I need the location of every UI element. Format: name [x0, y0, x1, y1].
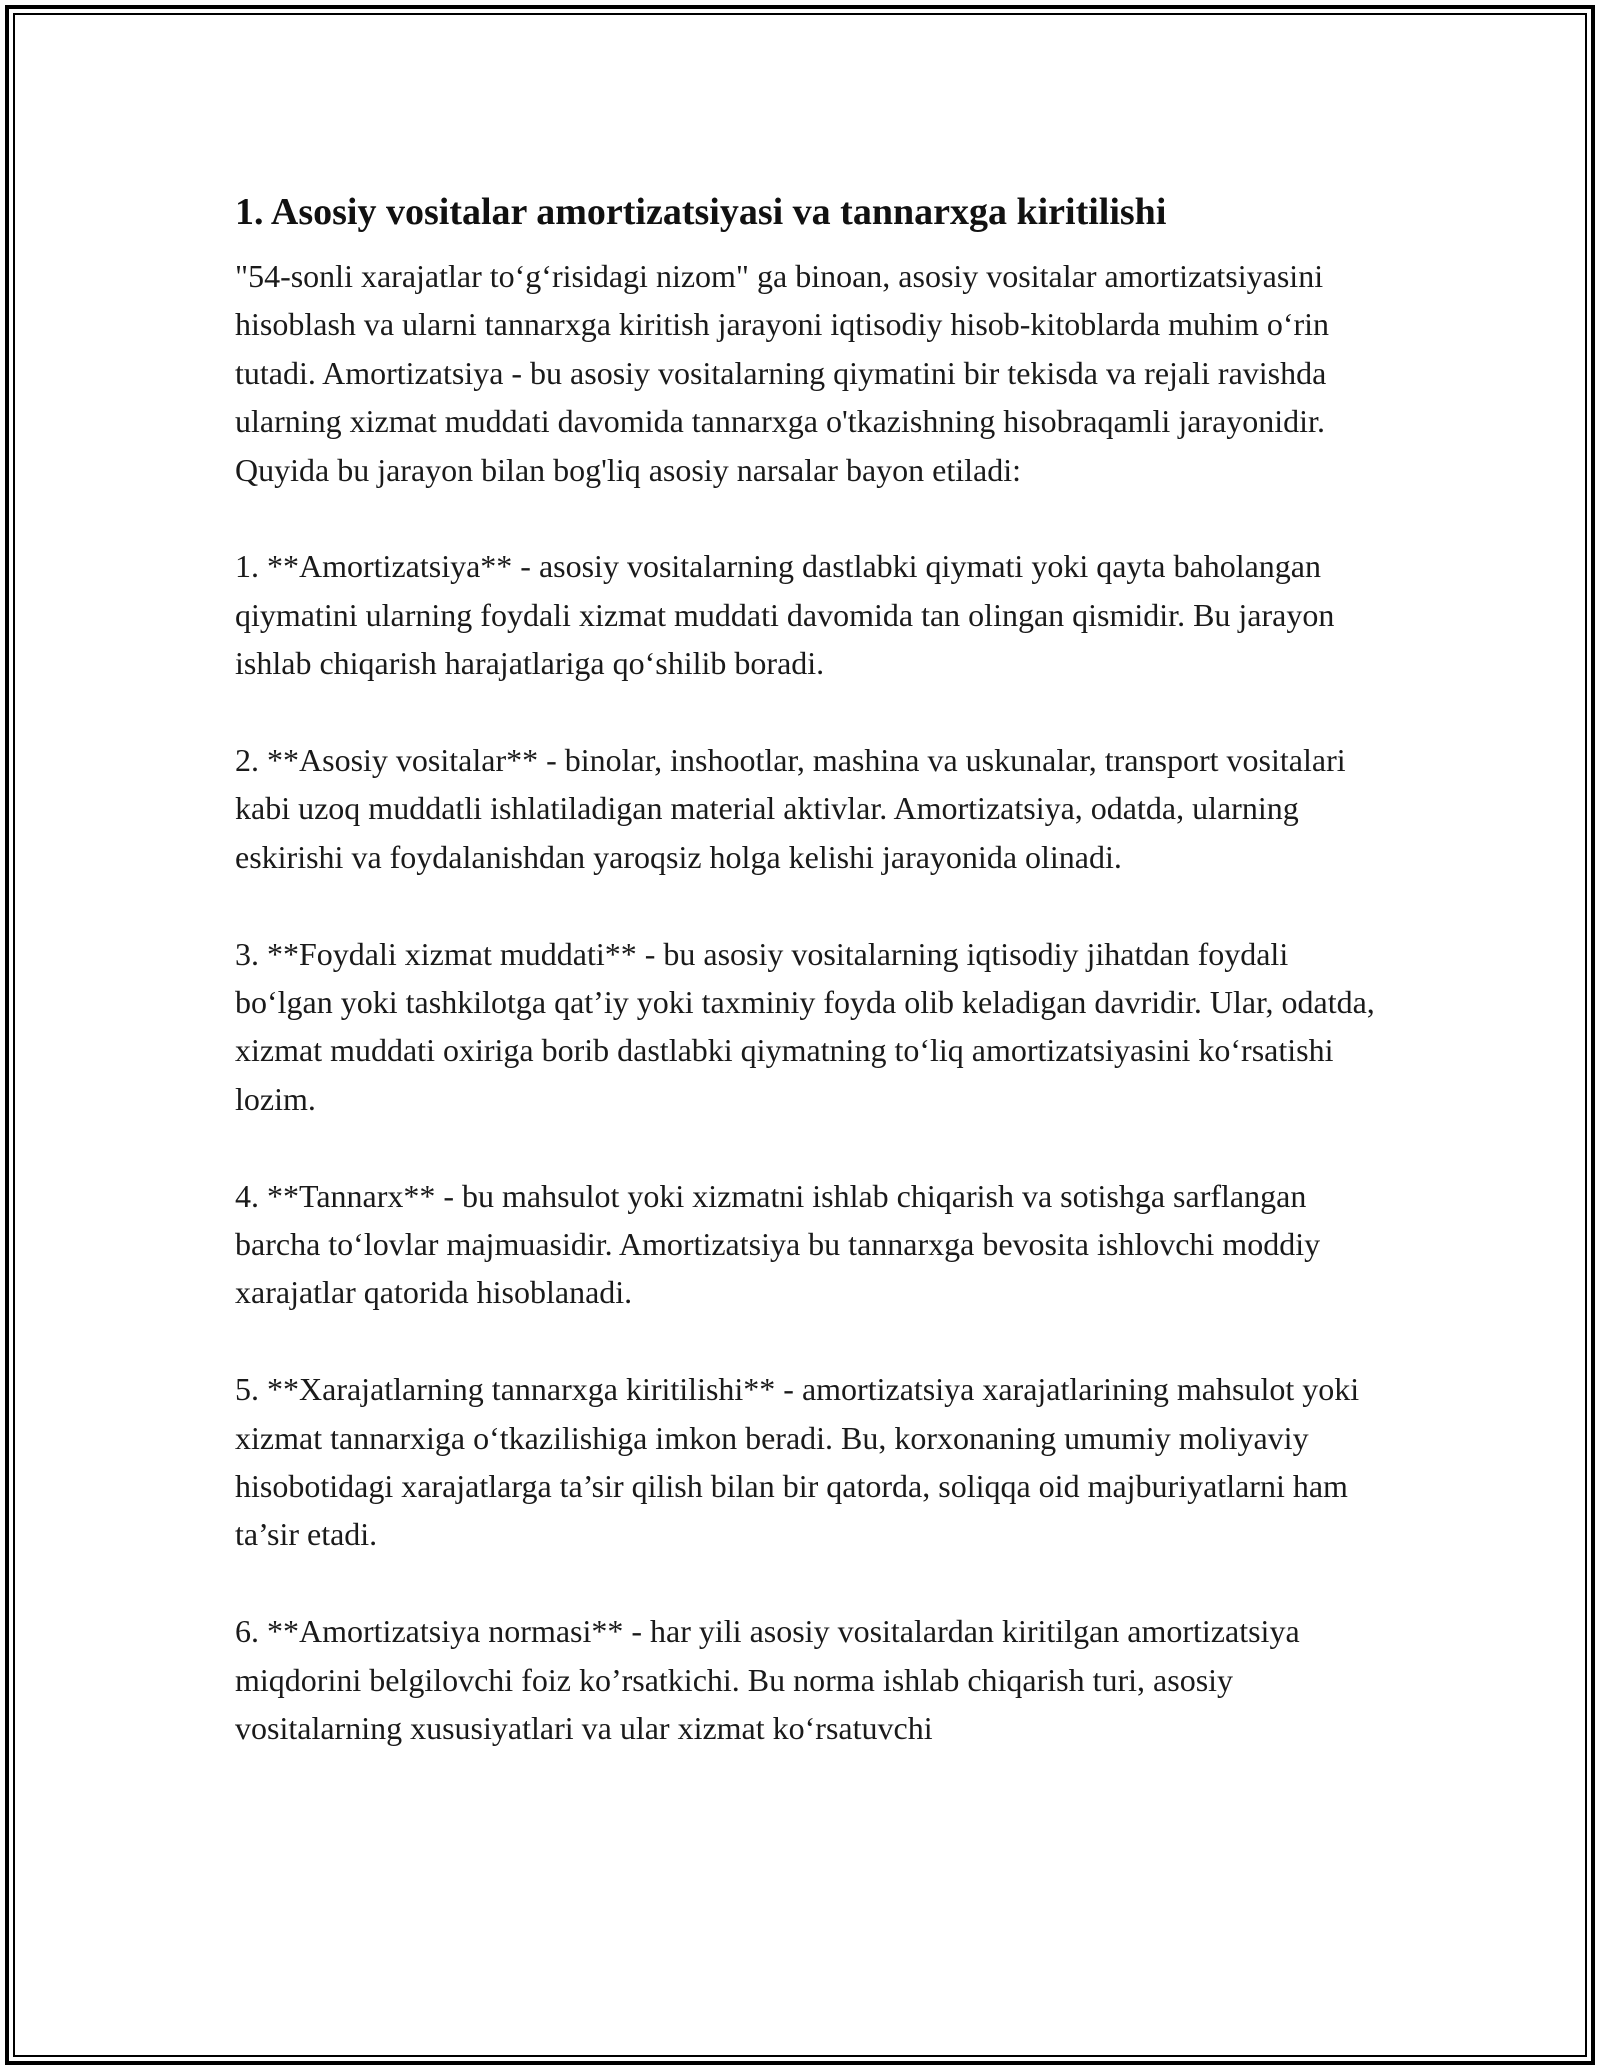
list-item-foydali-xizmat-muddati: 3. **Foydali xizmat muddati** - bu asosiy vositalarning iqtisodiy jihatdan foydali bo‘lgan yoki tashkilotga qat’iy yoki taxminiy foyda olib keladigan davridir. Ular, odatda, xizmat muddati oxiriga borib dastlabki qiymatning to‘liq amortizatsiyasini ko‘rsatishi lozim.	[235, 935, 1375, 1117]
document-body	[235, 186, 1385, 1801]
list-item-asosiy-vositalar: 2. **Asosiy vositalar** - binolar, inshootlar, mashina va uskunalar, transport vositalari kabi uzoq muddatli ishlatiladigan material aktivlar. Amortizatsiya, odatda, ularning eskirishi va foydalanishdan yaroqsiz holga kelishi jarayonida olinadi.	[235, 742, 1346, 875]
list-item-tannarx: 4. **Tannarx** - bu mahsulot yoki xizmatni ishlab chiqarish va sotishga sarflangan barcha to‘lovlar majmuasidir. Amortizatsiya bu tannarxga bevosita ishlovchi moddiy xarajatlar qatorida hisoblanadi.	[235, 1177, 1321, 1311]
list-item-amortizatsiya-normasi: 6. **Amortizatsiya normasi** - har yili asosiy vositalardan kiritilgan amortizatsiya miqdorini belgilovchi foiz ko’rsatkichi. Bu norma ishlab chiqarish turi, asosiy vositalarning xususiyatlari va ular xizmat ko‘rsatuvchi	[235, 1613, 1300, 1747]
document-title: 1. Asosiy vositalar amortizatsiyasi va tannarxga kiritilishi	[235, 191, 1167, 233]
intro-paragraph: "54-sonli xarajatlar to‘g‘risidagi nizom" ga binoan, asosiy vositalar amortizatsiyasini hisoblash va ularni tannarxga kiritish jarayoni iqtisodiy hisob-kitoblarda muhim o‘rin tutadi. Amortizatsiya - bu asosiy vositalarning qiymatini bir tekisda va rejali ravishda ularning xizmat muddati davomida tannarxga o'tkazishning hisobraqamli jarayonidir. Quyida bu jarayon bilan bog'liq asosiy narsalar bayon etiladi:	[235, 258, 1330, 488]
list-item-amortizatsiya: 1. **Amortizatsiya** - asosiy vositalarning dastlabki qiymati yoki qayta baholangan qiymatini ularning foydali xizmat muddati davomida tan olingan qismidir. Bu jarayon ishlab chiqarish harajatlariga qo‘shilib boradi.	[235, 548, 1335, 682]
list-item-xarajatlar-tannarxga: 5. **Xarajatlarning tannarxga kiritilishi** - amortizatsiya xarajatlarining mahsulot yoki xizmat tannarxiga o‘tkazilishiga imkon beradi. Bu, korxonaning umumiy moliyaviy hisobotidagi xarajatlarga ta’sir qilish bilan bir qatorda, soliqqa oid majburiyatlarni ham ta’sir etadi.	[235, 1371, 1360, 1553]
